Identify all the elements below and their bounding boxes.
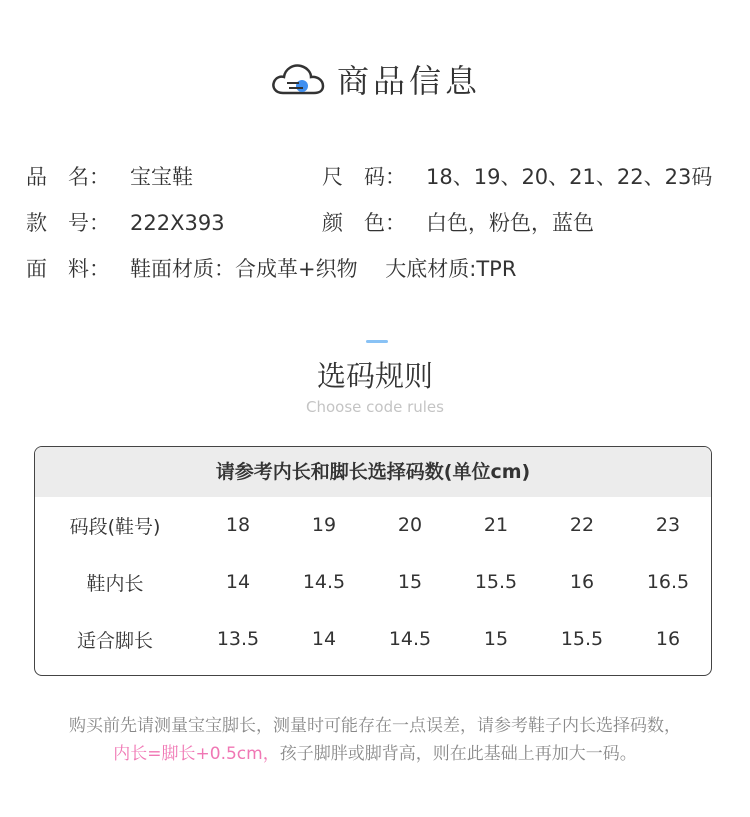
style-value: 222X393 [130, 211, 225, 235]
color-value: 白色，粉色，蓝色 [426, 211, 594, 235]
note-line-2-text: 孩子脚胖或脚背高，则在此基础上再加大一码。 [279, 744, 637, 764]
table-cell: 13.5 [216, 628, 260, 650]
accent-divider [366, 340, 388, 343]
table-cell: 19 [311, 514, 337, 536]
table-row [35, 505, 711, 545]
size-label: 尺 码： [322, 165, 406, 189]
table-header: 请参考内长和脚长选择码数(单位cm) [35, 447, 711, 497]
size-table [34, 446, 712, 676]
section-header [0, 54, 750, 104]
table-cell: 22 [569, 514, 595, 536]
note-line-1: 购买前先请测量宝宝脚长，测量时可能存在一点误差，请参考鞋子内长选择码数， [69, 716, 681, 736]
info-row [26, 160, 713, 194]
table-cell: 18 [225, 514, 251, 536]
row-label: 适合脚长 [76, 629, 153, 652]
table-cell: 14 [225, 571, 251, 593]
table-cell: 23 [655, 514, 681, 536]
table-row [35, 619, 711, 659]
table-cell: 16 [569, 571, 595, 593]
table-cell: 15.5 [560, 628, 604, 650]
table-cell: 15 [483, 628, 509, 650]
table-cell: 14 [311, 628, 337, 650]
table-row [35, 562, 711, 602]
material-label: 面 料： [26, 257, 110, 281]
name-label: 品 名： [26, 165, 110, 189]
note-line-2 [0, 740, 750, 768]
page-title: 商品信息 [336, 62, 481, 100]
section-title: 选码规则 [316, 359, 433, 393]
style-label: 款 号： [26, 211, 110, 235]
table-cell: 15 [397, 571, 423, 593]
material-value: 鞋面材质：合成革+织物 大底材质:TPR [130, 257, 517, 281]
color-label: 颜 色： [322, 211, 406, 235]
row-label: 鞋内长 [86, 572, 144, 595]
table-cell: 16.5 [646, 571, 690, 593]
color-field [322, 206, 594, 240]
table-cell: 21 [483, 514, 509, 536]
table-cell: 15.5 [474, 571, 518, 593]
size-value: 18、19、20、21、22、23码 [426, 165, 713, 189]
cloud-icon [269, 59, 327, 99]
note-highlight: 内长=脚长+0.5cm， [113, 744, 280, 764]
table-cell: 14.5 [302, 571, 346, 593]
info-row [26, 252, 516, 286]
table-cell: 14.5 [388, 628, 432, 650]
table-cell: 16 [655, 628, 681, 650]
row-label: 码段(鞋号) [69, 515, 161, 538]
name-value: 宝宝鞋 [130, 165, 193, 189]
table-cell: 20 [397, 514, 423, 536]
section-subtitle: Choose code rules [306, 398, 444, 416]
size-note [0, 712, 750, 768]
size-field [322, 160, 712, 194]
info-row [26, 206, 594, 240]
